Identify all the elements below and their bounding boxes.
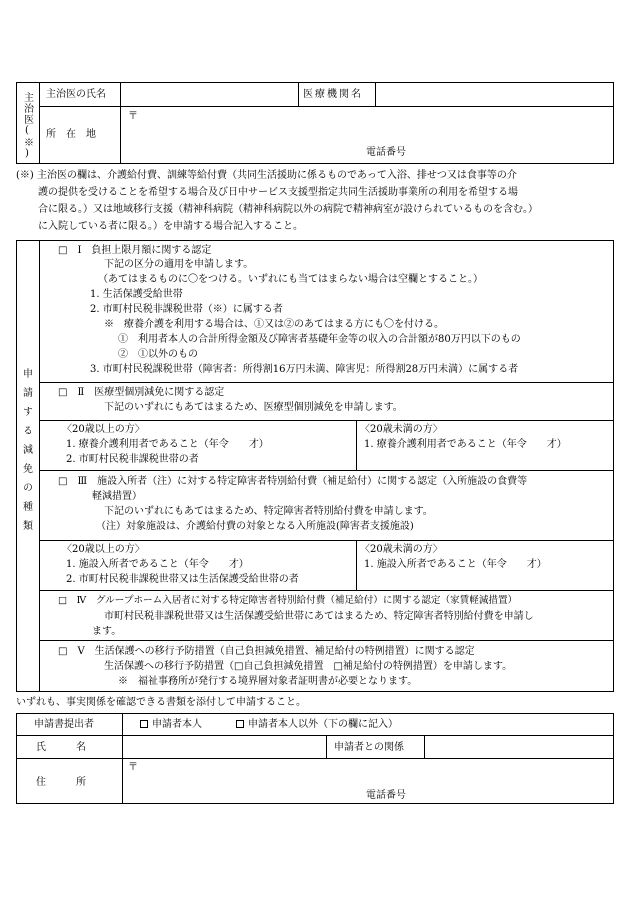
doctor-phone-label: 電話番号 [366,147,406,158]
doctor-note-line-3: 合に限る。）又は地域移行支援（精神科病院（精神科病院以外の病院で精神病室が設けられているものを含む。） [38,204,538,215]
doctor-address-label: 所 在 地 [46,129,96,140]
sec1-sub-option-1[interactable]: ① 利用者本人の合計所得金額及び障害者基礎年金等の収入の合計額が80万円以下のもの [118,334,521,345]
sec1-note: ※ 療養介護を利用する場合は、①又は②のあてはまる方にも〇を付ける。 [104,319,444,330]
self-checkbox[interactable] [140,720,148,728]
attach-note: いずれも、事実関係を確認できる書類を添付して申請すること。 [16,697,306,708]
submitter-phone-label: 電話番号 [366,790,406,801]
doctor-name-label: 主治医の氏名 [46,89,106,100]
sec3-minor-heading: 〈20歳未満の方〉 [360,544,443,555]
relation-field[interactable] [426,737,612,756]
submitter-name-field[interactable] [124,737,324,756]
self-option-label: 申請者本人 [152,719,202,730]
sec1-checkbox-title[interactable]: □ Ⅰ 負担上限月額に関する認定 [58,245,212,256]
sec3-checkbox-title[interactable]: □ Ⅲ 施設入所者（注）に対する特定障害者特別給付費（補足給付）に関する認定（入所施設の食費等 [58,476,528,487]
sec5-line-2: ※ 福祉事務所が発行する境界層対象者証明書が必要となります。 [118,676,418,687]
institution-field[interactable] [377,84,612,104]
sec3-adult-heading: 〈20歳以上の方〉 [62,544,145,555]
sec1-option-3[interactable]: 3. 市町村民税課税世帯（障害者：所得割16万円未満、障害児：所得割28万円未満）に属する者 [90,364,519,375]
reduction-side-label: 申請する減免の種類 [20,368,32,539]
submitter-option-other[interactable] [236,718,398,732]
doctor-postal-mark: 〒 [128,111,138,122]
sec2-adult-heading: 〈20歳以上の方〉 [62,424,145,435]
relation-label: 申請者との関係 [334,742,404,753]
submitter-label: 申請書提出者 [34,719,94,730]
sec1-option-2[interactable]: 2. 市町村民税非課税世帯（※）に属する者 [90,304,283,315]
sec1-sub-option-2[interactable]: ② ①以外のもの [118,349,198,360]
sec3-line-2: （注）対象施設は、介護給付費の対象となる入所施設(障害者支援施設) [96,521,414,532]
sec1-option-1[interactable]: 1. 生活保護受給世帯 [90,289,183,300]
submitter-option-self[interactable] [140,718,202,732]
sec2-line-1: 下記のいずれにもあてはまるため、医療型個別減免を申請します。 [104,402,403,413]
sec2-checkbox-title[interactable]: □ Ⅱ 医療型個別減免に関する認定 [58,387,225,398]
other-checkbox[interactable] [236,720,244,728]
submitter-postal-mark: 〒 [128,762,138,773]
sec2-minor-heading: 〈20歳未満の方〉 [360,424,443,435]
submitter-name-label: 氏 名 [36,742,86,753]
sec5-checkbox-title[interactable]: □ Ⅴ 生活保護への移行予防措置（自己負担減免措置、補足給付の特例措置）に関する認定 [58,646,475,657]
sec3-line-1: 下記のいずれにもあてはまるため、特定障害者特別給付費を申請します。 [104,506,433,517]
sec2-adult-item-1: 1. 療養介護利用者であること（年令 才） [66,439,269,450]
sec3-adult-item-1: 1. 施設入所者であること（年令 才） [66,559,249,570]
sec4-line-2: ます。 [92,626,122,637]
sec2-minor-item-1: 1. 療養介護利用者であること（年令 才） [364,439,567,450]
sec5-line-1: 生活保護への移行予防措置（□自己負担減免措置 □補足給付の特例措置）を申請します。 [104,661,513,672]
sec1-line-1: 下記の区分の適用を申請します。 [104,259,254,270]
sec3-minor-item-1: 1. 施設入所者であること（年令 才） [364,559,547,570]
doctor-note-line-4: に入院している者に限る。）を申請する場合記入すること。 [38,221,303,232]
sec2-adult-item-2: 2. 市町村民税非課税世帯の者 [66,454,199,465]
other-option-label: 申請者本人以外（下の欄に記入） [248,719,398,730]
doctor-name-field[interactable] [122,84,296,104]
institution-label: 医療機関名 [303,89,363,100]
sec4-checkbox-title[interactable]: □ Ⅳ グループホーム入居者に対する特定障害者特別給付費（補足給付）に関する認定（家賃軽減措置） [58,595,518,606]
sec3-title-cont: 軽減措置） [92,491,142,502]
doctor-note-line-1: (※) 主治医の欄は、介護給付費、訓練等給付費（共同生活援助に係るものであって入浴、排せつ又は食事等の介 [16,170,517,181]
sec1-line-2: （あてはまるものに〇をつける。いずれにも当てはまらない場合は空欄とすること。） [98,274,483,285]
sec3-adult-item-2: 2. 市町村民税非課税世帯又は生活保護受給世帯の者 [66,574,299,585]
sec4-line-1: 市町村民税非課税世帯又は生活保護受給世帯にあてはまるため、特定障害者特別給付費を申請し [104,611,534,622]
doctor-note-line-2: 護の提供を受けることを希望する場合及び日中サービス支援型指定共同生活援助事業所の利用を希望する場 [38,187,518,198]
doctor-side-label: 主治医(※) [21,92,33,160]
submitter-address-label: 住 所 [36,777,86,788]
